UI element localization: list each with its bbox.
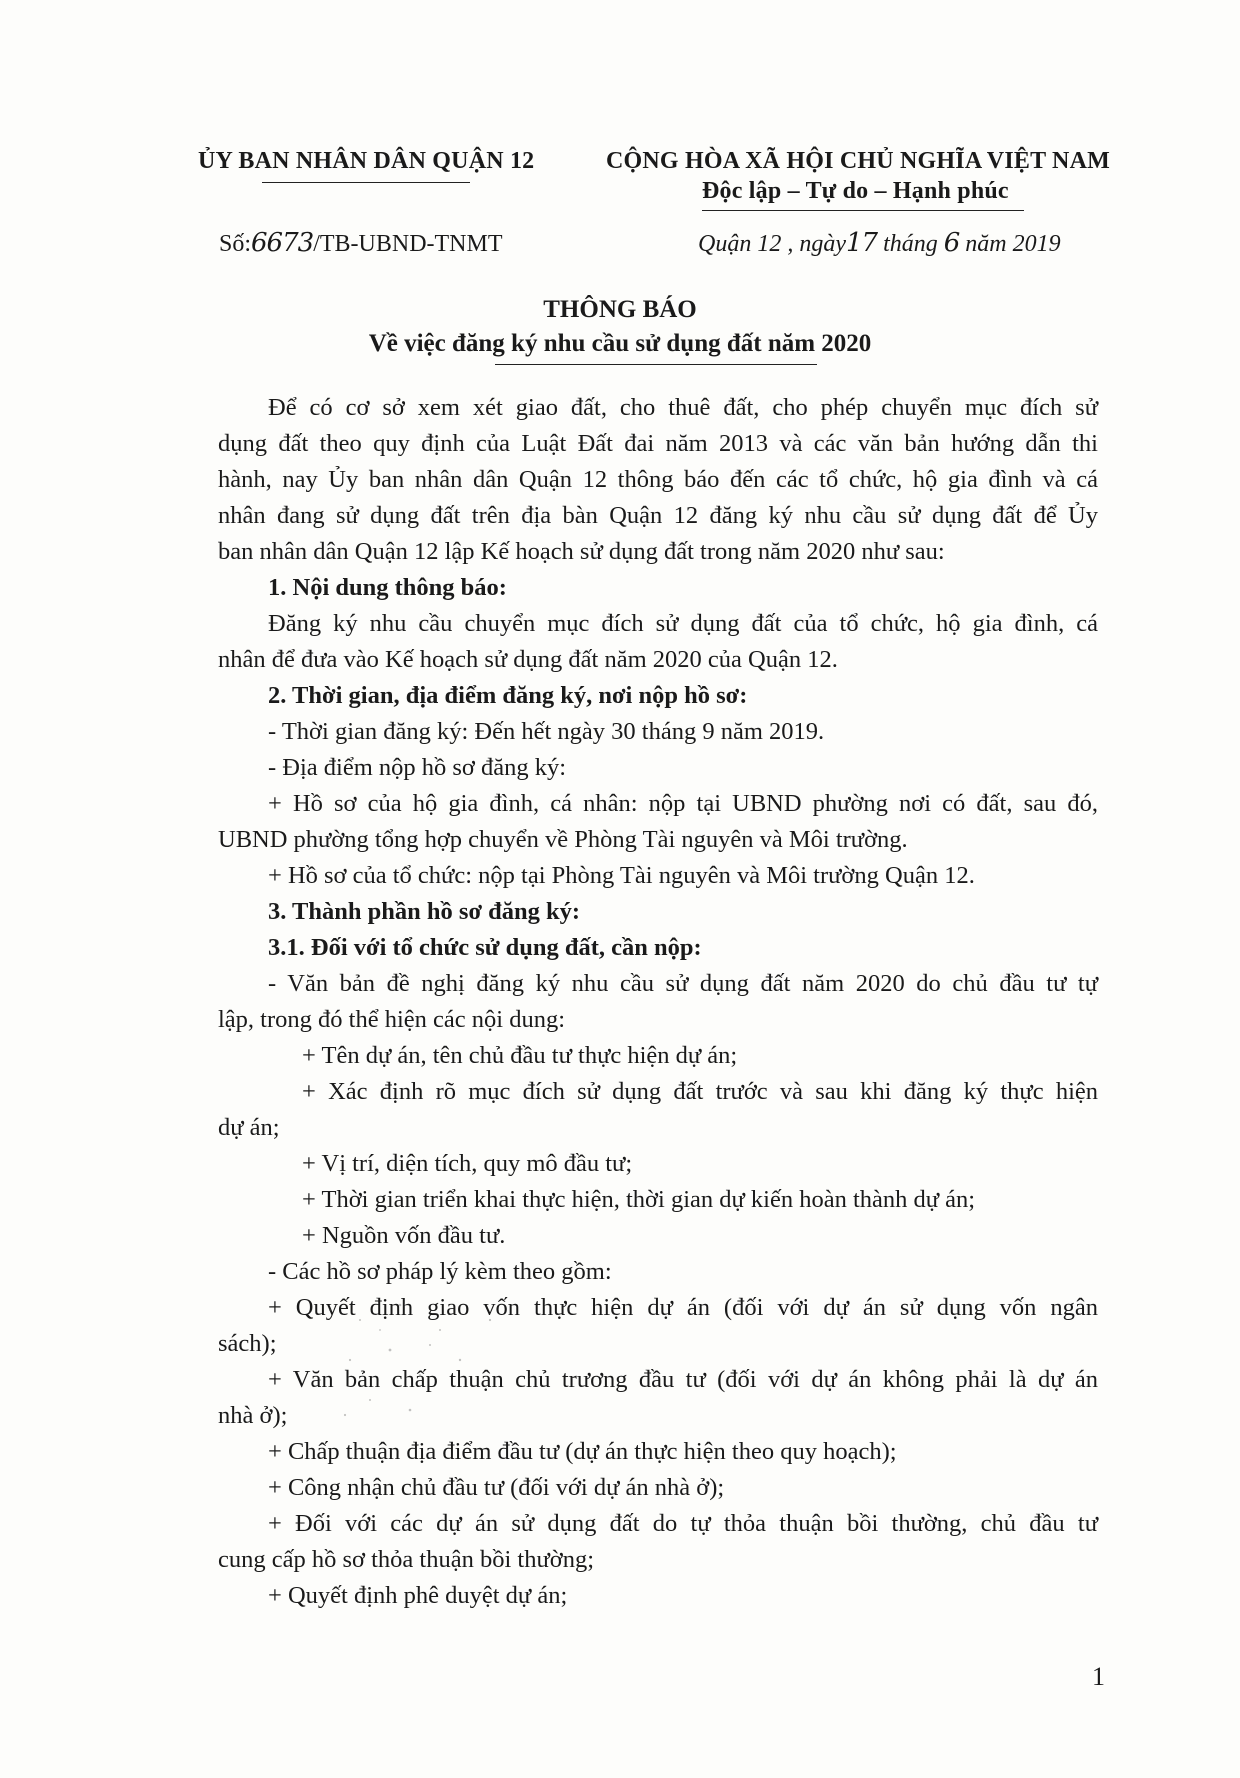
document-title: THÔNG BÁO: [543, 296, 697, 323]
body-line: + Xác định rõ mục đích sử dụng đất trước và sau khi đăng ký thực hiện: [302, 1078, 1098, 1105]
body-line: + Chấp thuận địa điểm đầu tư (dự án thực hiện theo quy hoạch);: [268, 1438, 897, 1465]
body-line: + Quyết định phê duyệt dự án;: [268, 1582, 568, 1609]
handwritten-number: 6673: [251, 228, 314, 258]
handwritten-day: 17: [845, 228, 878, 258]
body-line: + Hồ sơ của tổ chức: nộp tại Phòng Tài nguyên và Môi trường Quận 12.: [268, 862, 975, 889]
body-line: - Văn bản đề nghị đăng ký nhu cầu sử dụng đất năm 2020 do chủ đầu tư tự: [268, 970, 1098, 997]
body-line: sách);: [218, 1330, 277, 1357]
body-line: + Hồ sơ của hộ gia đình, cá nhân: nộp tại UBND phường nơi có đất, sau đó,: [268, 790, 1098, 817]
document-body: [218, 0, 1098, 1778]
body-line: + Thời gian triển khai thực hiện, thời gian dự kiến hoàn thành dự án;: [302, 1186, 976, 1213]
body-line: + Đối với các dự án sử dụng đất do tự thỏa thuận bồi thường, chủ đầu tư: [268, 1510, 1098, 1537]
body-line: - Thời gian đăng ký: Đến hết ngày 30 tháng 9 năm 2019.: [268, 718, 825, 745]
body-line: hành, nay Ủy ban nhân dân Quận 12 thông báo đến các tổ chức, hộ gia đình và cá: [218, 466, 1098, 493]
body-line: nhà ở);: [218, 1402, 288, 1429]
body-line: + Nguồn vốn đầu tư.: [302, 1222, 506, 1249]
body-line: + Công nhận chủ đầu tư (đối với dự án nhà ở);: [268, 1474, 725, 1501]
section-heading: 3. Thành phần hồ sơ đăng ký:: [268, 898, 581, 925]
date-prefix: Quận 12 , ngày: [698, 231, 846, 257]
faded-stamp-mark: [290, 1290, 540, 1440]
body-line: + Quyết định giao vốn thực hiện dự án (đối với dự án sử dụng vốn ngân: [268, 1294, 1098, 1321]
body-line: Để có cơ sở xem xét giao đất, cho thuê đất, cho phép chuyển mục đích sử: [268, 394, 1098, 421]
page-number: 1: [1092, 1662, 1105, 1691]
handwritten-month: 6: [943, 228, 960, 258]
body-line: dự án;: [218, 1114, 280, 1141]
body-line: nhân để đưa vào Kế hoạch sử dụng đất năm 2020 của Quận 12.: [218, 646, 838, 673]
body-line: UBND phường tổng hợp chuyển về Phòng Tài nguyên và Môi trường.: [218, 826, 908, 853]
body-line: - Các hồ sơ pháp lý kèm theo gồm:: [268, 1258, 612, 1285]
document-subtitle: Về việc đăng ký nhu cầu sử dụng đất năm 2020: [368, 330, 872, 357]
date-suffix: năm 2019: [965, 231, 1061, 257]
body-line: cung cấp hồ sơ thỏa thuận bồi thường;: [218, 1546, 595, 1573]
issuing-org: ỦY BAN NHÂN DÂN QUẬN 12: [198, 148, 535, 174]
body-line: ban nhân dân Quận 12 lập Kế hoạch sử dụng đất trong năm 2020 như sau:: [218, 538, 945, 565]
national-title: CỘNG HÒA XÃ HỘI CHỦ NGHĨA VIỆT NAM: [606, 148, 1110, 174]
section-heading: 2. Thời gian, địa điểm đăng ký, nơi nộp hồ sơ:: [268, 682, 748, 709]
body-line: lập, trong đó thể hiện các nội dung:: [218, 1006, 565, 1033]
body-line: - Địa điểm nộp hồ sơ đăng ký:: [268, 754, 567, 781]
body-line: + Tên dự án, tên chủ đầu tư thực hiện dự án;: [302, 1042, 738, 1069]
body-line: dụng đất theo quy định của Luật Đất đai năm 2013 và các văn bản hướng dẫn thi: [218, 430, 1098, 457]
subsection-heading: 3.1. Đối với tổ chức sử dụng đất, cần nộp:: [268, 934, 702, 961]
number-prefix: Số:: [219, 231, 252, 257]
body-line: nhân đang sử dụng đất trên địa bàn Quận 12 đăng ký nhu cầu sử dụng đất để Ủy: [218, 502, 1098, 529]
body-line: + Văn bản chấp thuận chủ trương đầu tư (đối với dự án không phải là dự án: [268, 1366, 1098, 1393]
number-suffix: /TB-UBND-TNMT: [313, 231, 503, 257]
body-line: + Vị trí, diện tích, quy mô đầu tư;: [302, 1150, 633, 1177]
section-heading: 1. Nội dung thông báo:: [268, 574, 507, 601]
date-mid: tháng: [883, 231, 938, 257]
body-line: Đăng ký nhu cầu chuyển mục đích sử dụng đất của tổ chức, hộ gia đình, cá: [268, 610, 1098, 637]
national-motto: Độc lập – Tự do – Hạnh phúc: [702, 178, 1009, 204]
